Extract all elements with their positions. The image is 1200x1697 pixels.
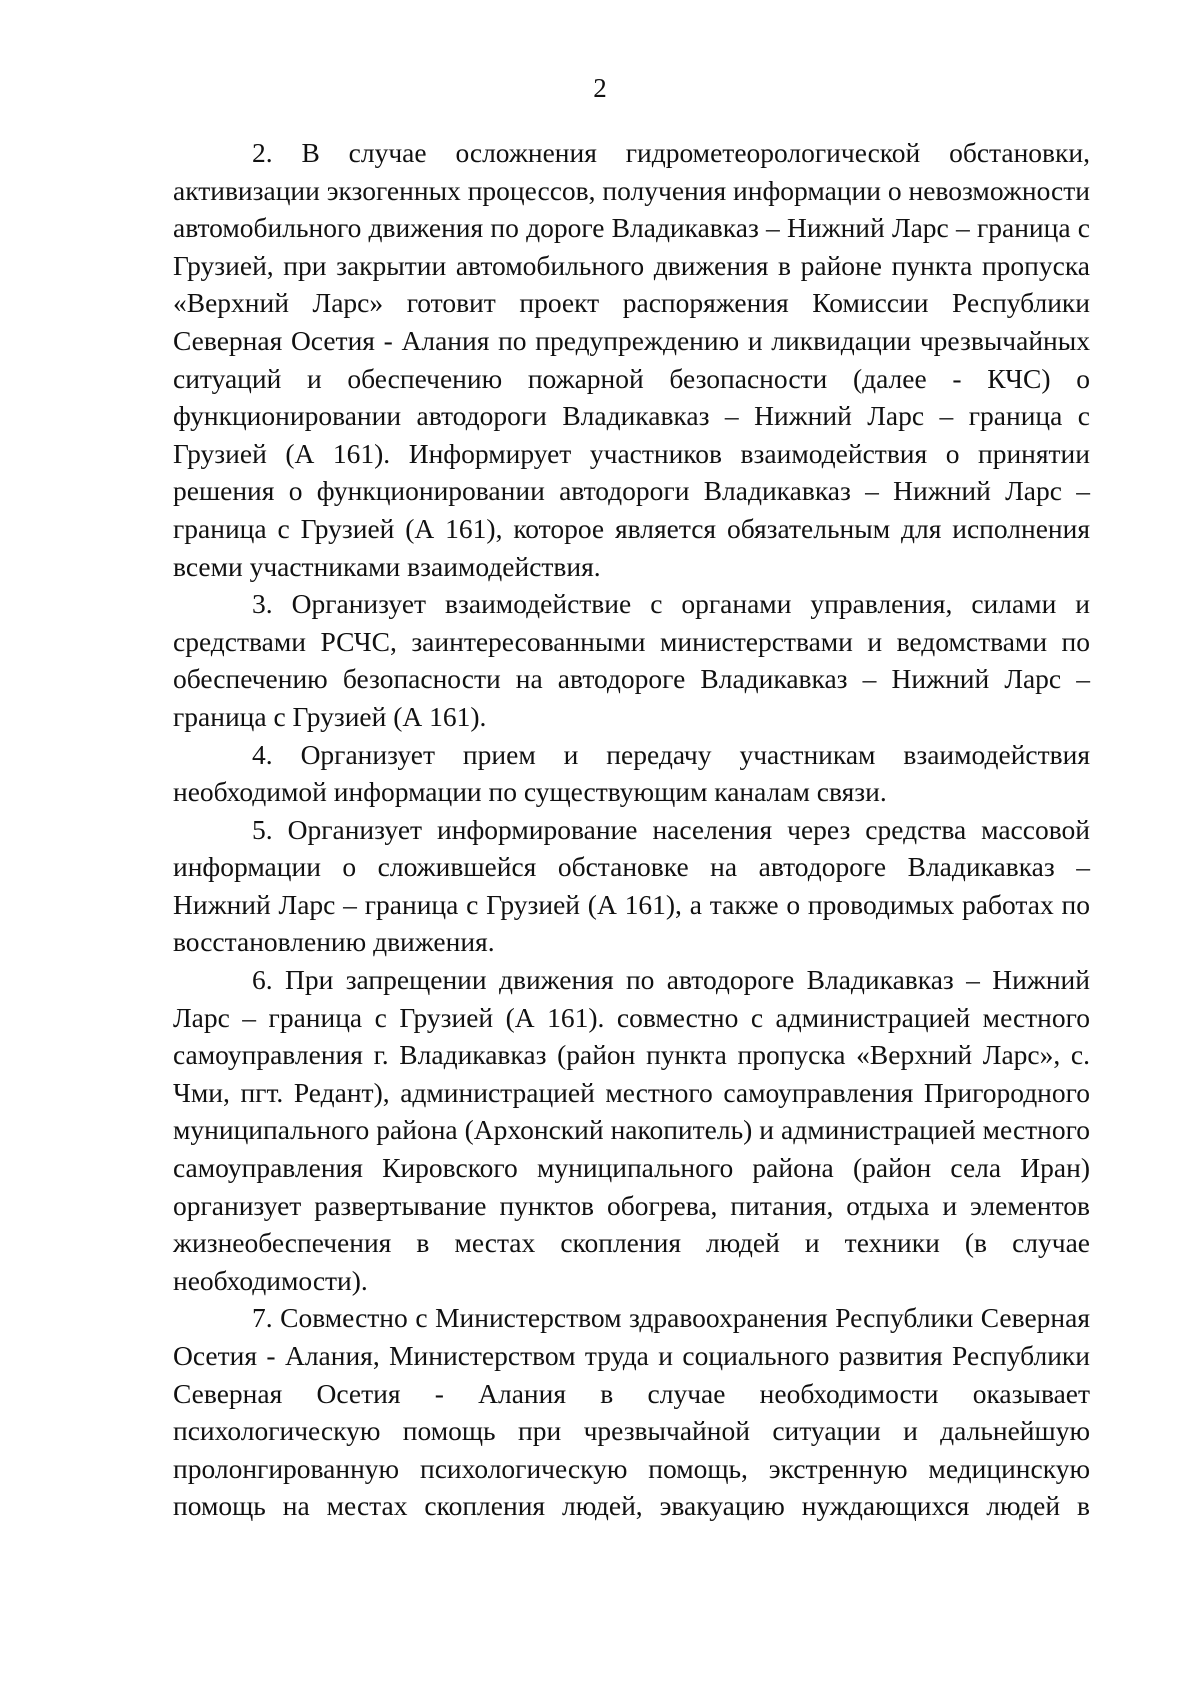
paragraph-item-7: 7. Совместно с Министерством здравоохранения Республики Северная Осетия - Алания, Министерством труда и социального развития Республики Северная Осетия - Алания в случае необходимости оказывает психологическую помощь при чрезвычайной ситуации и дальнейшую пролонгированную психологическую помощь, экстренную медицинскую помощь на местах скопления людей, эвакуацию нуждающихся людей в: [173, 1302, 1090, 1522]
paragraph-item-4: 4. Организует прием и передачу участникам взаимодействия необходимой информации по существующим каналам связи.: [173, 738, 1090, 808]
paragraph-item-5: 5. Организует информирование населения через средства массовой информации о сложившейся обстановке на автодороге Владикавказ – Нижний Ларс – граница с Грузией (А 161), а также о проводимых работах по восстановлению движения.: [173, 813, 1090, 958]
document-body: [173, 134, 1090, 1525]
paragraph-item-6: 6. При запрещении движения по автодороге Владикавказ – Нижний Ларс – граница с Грузией (А 161). совместно с администрацией местного самоуправления г. Владикавказ (район пункта пропуска «Верхний Ларс», с. Чми, пгт. Редант), администрацией местного самоуправления Пригородного муниципального района (Архонский накопитель) и администрацией местного самоуправления Кировского муниципального района (район села Иран) организует развертывание пунктов обогрева, питания, отдыха и элементов жизнеобеспечения в местах скопления людей и техники (в случае необходимости).: [173, 964, 1090, 1296]
paragraph-item-2: 2. В случае осложнения гидрометеорологической обстановки, активизации экзогенных процессов, получения информации о невозможности автомобильного движения по дороге Владикавказ – Нижний Ларс – граница с Грузией, при закрытии автомобильного движения в районе пункта пропуска «Верхний Ларс» готовит проект распоряжения Комиссии Республики Северная Осетия - Алания по предупреждению и ликвидации чрезвычайных ситуаций и обеспечению пожарной безопасности (далее - КЧС) о функционировании автодороги Владикавказ – Нижний Ларс – граница с Грузией (А 161). Информирует участников взаимодействия о принятии решения о функционировании автодороги Владикавказ – Нижний Ларс – граница с Грузией (А 161), которое является обязательным для исполнения всеми участниками взаимодействия.: [173, 137, 1090, 582]
paragraph-item-3: 3. Организует взаимодействие с органами управления, силами и средствами РСЧС, заинтересованными министерствами и ведомствами по обеспечению безопасности на автодороге Владикавказ – Нижний Ларс – граница с Грузией (А 161).: [173, 588, 1090, 732]
page-number: 2: [593, 73, 607, 103]
